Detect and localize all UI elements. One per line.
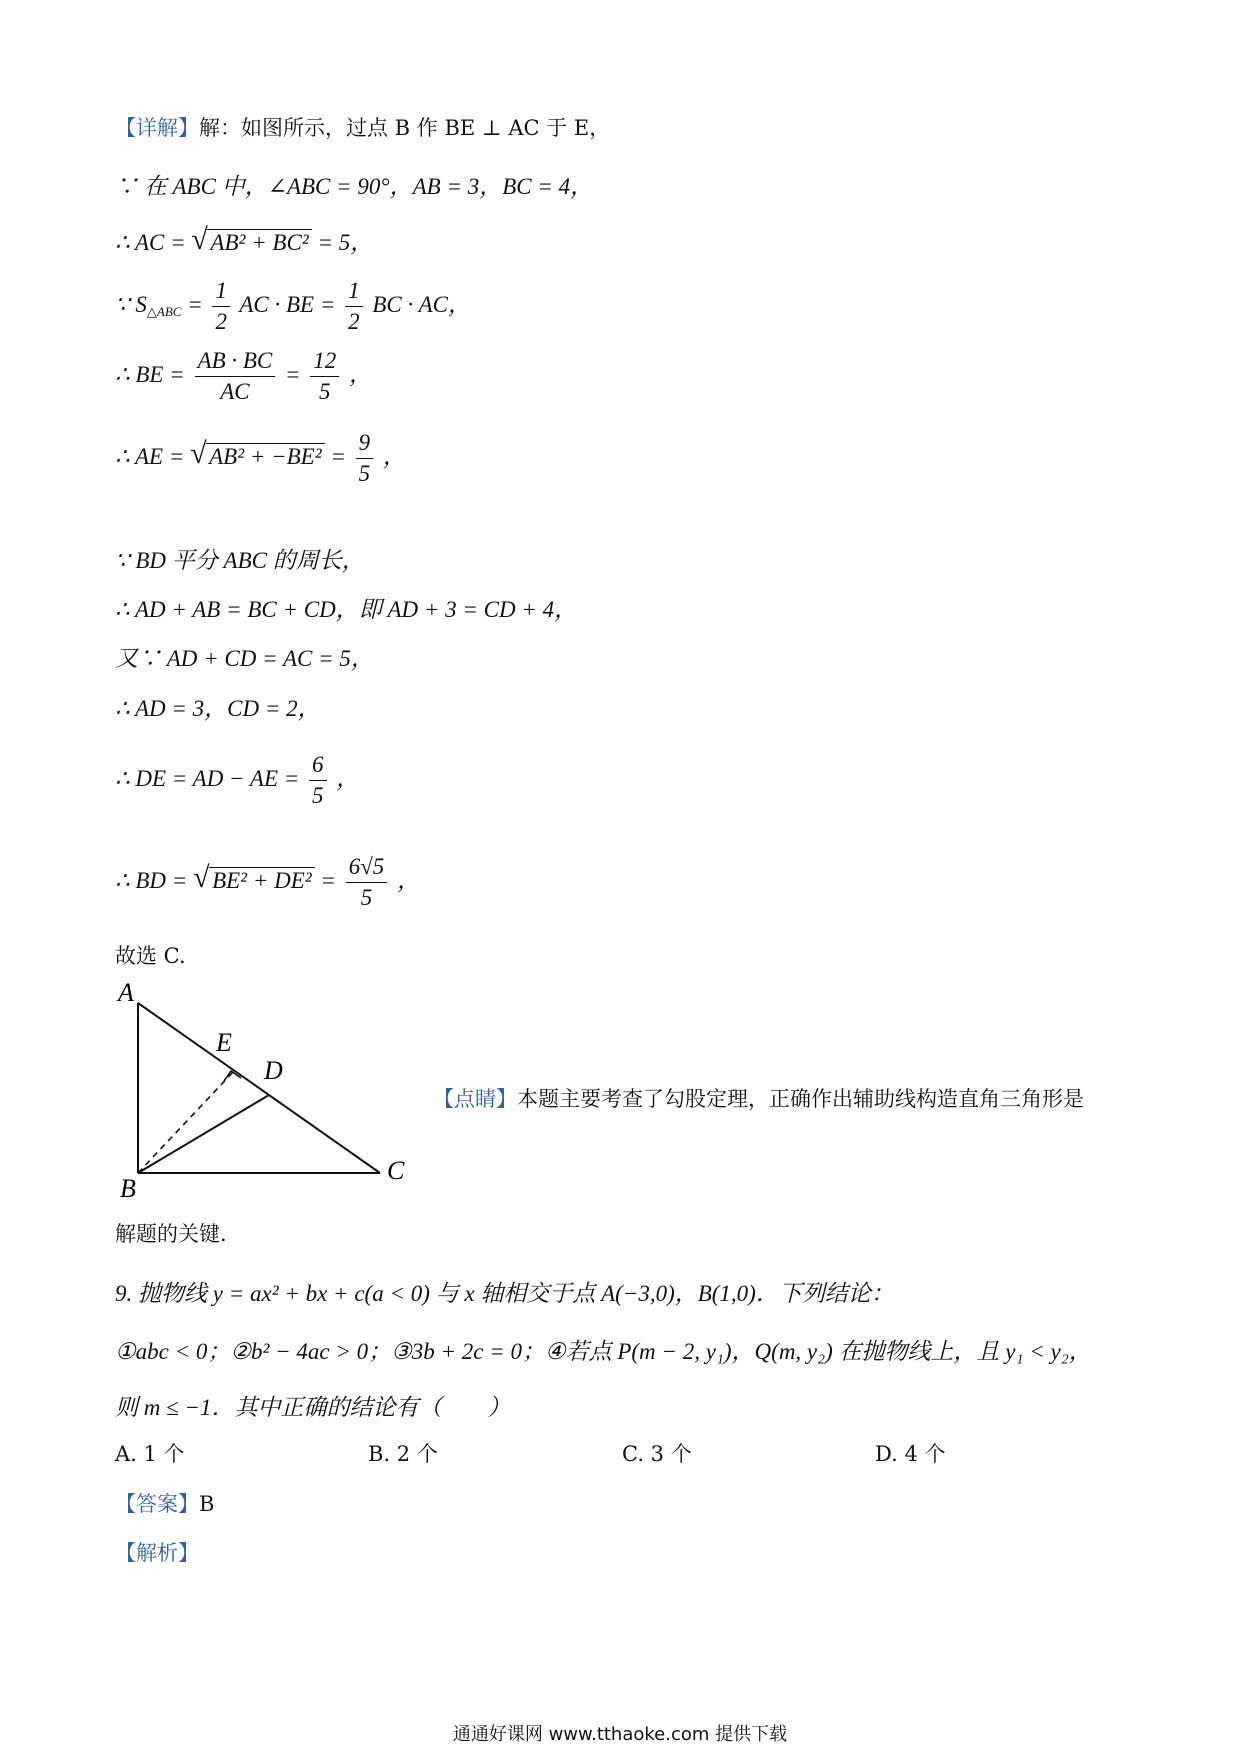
detail-tag: 【详解】 bbox=[115, 116, 199, 140]
half-fraction-1 bbox=[212, 276, 230, 337]
answer-value: B bbox=[199, 1492, 215, 1516]
option-c: C. 3 个 bbox=[622, 1442, 692, 1466]
be-lhs: ∴ BE = bbox=[115, 361, 185, 387]
de-fraction bbox=[309, 750, 327, 811]
ad-cd-values: ∴ AD = 3，CD = 2， bbox=[115, 696, 321, 721]
fraction-numerator: 6 bbox=[309, 750, 327, 781]
de-lhs: ∴ DE = AD − AE = bbox=[115, 765, 300, 791]
area-equation-line bbox=[115, 276, 471, 337]
be-fraction bbox=[195, 346, 276, 407]
answer-line bbox=[115, 1488, 214, 1518]
fraction-numerator: 1 bbox=[345, 276, 363, 307]
ae-equals: = bbox=[330, 443, 346, 469]
ae-radical bbox=[192, 443, 325, 470]
perimeter-equation: ∴ AD + AB = BC + CD，即 AD + 3 = CD + 4， bbox=[115, 597, 578, 622]
ae-tail: ， bbox=[382, 443, 406, 469]
fraction-numerator: 9 bbox=[356, 428, 374, 459]
sum-equation: 又∵ AD + CD = AC = 5， bbox=[115, 646, 374, 671]
side-ac bbox=[138, 1003, 380, 1173]
answer-options bbox=[115, 1438, 1115, 1468]
ac-radical bbox=[193, 229, 311, 256]
bd-tail: ， bbox=[397, 867, 421, 893]
be-value-fraction bbox=[310, 346, 339, 407]
key-point-continued: 解题的关键. bbox=[115, 1222, 227, 1246]
bd-fraction bbox=[346, 852, 388, 913]
label-a: A bbox=[118, 978, 134, 1007]
question-stem: 9. 抛物线 y = ax² + bx + c(a < 0) 与 x 轴相交于点 A(−3,0)，B(1,0)．下列结论： bbox=[115, 1281, 894, 1306]
half-fraction-2 bbox=[345, 276, 363, 337]
page-footer: 通通好课网 www.tthaoke.com 提供下载 bbox=[452, 1724, 788, 1745]
bd-bisects-perimeter: ∵ BD 平分 ABC 的周长， bbox=[115, 548, 365, 573]
area-symbol: ∵ S bbox=[115, 291, 147, 317]
key-point-text: 本题主要考查了勾股定理，正确作出辅助线构造直角三角形是 bbox=[517, 1087, 1084, 1111]
question-conditions: ①abc < 0；②b² − 4ac > 0；③3b + 2c = 0；④若点 P(m − 2, y₁)，Q(m, y₂) 在抛物线上，且 y₁ < y₂， bbox=[115, 1339, 1092, 1364]
ae-length-line bbox=[115, 428, 406, 489]
fraction-denominator: 2 bbox=[215, 309, 227, 334]
fraction-numerator: AB · BC bbox=[195, 346, 276, 377]
area-subscript: △ABC bbox=[146, 303, 182, 319]
be-equals: = bbox=[285, 361, 301, 387]
be-length-line bbox=[115, 346, 372, 407]
label-d: D bbox=[264, 1056, 283, 1085]
fraction-denominator: 5 bbox=[319, 379, 331, 404]
ac-lhs: ∴ AC = bbox=[115, 230, 186, 255]
analysis-tag: 【解析】 bbox=[115, 1541, 199, 1565]
ac-radicand: AB² + BC² bbox=[207, 229, 311, 256]
fraction-numerator: 12 bbox=[310, 346, 339, 377]
area-tail: BC · AC， bbox=[372, 291, 471, 317]
bd-length-line bbox=[115, 852, 420, 913]
fraction-denominator: AC bbox=[220, 379, 250, 404]
segment-bd bbox=[138, 1095, 269, 1173]
fraction-denominator: 5 bbox=[360, 885, 373, 910]
area-middle: AC · BE = bbox=[239, 291, 336, 317]
bd-radical bbox=[195, 867, 315, 894]
fraction-numerator: 1 bbox=[212, 276, 230, 307]
fraction-numerator: 6√5 bbox=[346, 852, 388, 883]
ae-lhs: ∴ AE = bbox=[115, 443, 185, 469]
area-equals: = bbox=[187, 291, 203, 317]
de-length-line bbox=[115, 750, 359, 811]
altitude-be bbox=[138, 1071, 234, 1173]
fraction-denominator: 2 bbox=[348, 309, 360, 334]
option-d: D. 4 个 bbox=[875, 1442, 946, 1466]
ae-radicand: AB² + −BE² bbox=[206, 443, 325, 470]
bd-equals: = bbox=[320, 867, 336, 893]
triangle-figure bbox=[108, 975, 428, 1200]
label-e: E bbox=[216, 1028, 232, 1057]
key-point-tag: 【点睛】 bbox=[433, 1087, 517, 1111]
answer-tag: 【答案】 bbox=[115, 1492, 199, 1516]
bd-lhs: ∴ BD = bbox=[115, 867, 188, 893]
ac-result: = 5， bbox=[317, 230, 374, 255]
be-tail: ， bbox=[349, 361, 373, 387]
ac-length-line bbox=[115, 224, 373, 257]
given-statement: ∵ 在 ABC 中，∠ABC = 90°，AB = 3，BC = 4， bbox=[115, 174, 594, 199]
question-conclusion: 则 m ≤ −1．其中正确的结论有（ ） bbox=[115, 1395, 511, 1420]
bd-radicand: BE² + DE² bbox=[209, 867, 315, 894]
option-b: B. 2 个 bbox=[368, 1442, 438, 1466]
label-c: C bbox=[387, 1156, 405, 1185]
solution-intro bbox=[115, 112, 610, 142]
de-tail: ， bbox=[336, 765, 360, 791]
choice-conclusion: 故选 C. bbox=[115, 944, 186, 968]
ae-fraction bbox=[356, 428, 374, 489]
key-point bbox=[433, 1083, 1084, 1113]
option-a: A. 1 个 bbox=[115, 1442, 185, 1466]
detail-text: 解：如图所示，过点 B 作 BE ⊥ AC 于 E， bbox=[199, 116, 611, 140]
fraction-denominator: 5 bbox=[312, 783, 324, 808]
fraction-denominator: 5 bbox=[358, 461, 371, 486]
label-b: B bbox=[120, 1174, 136, 1200]
